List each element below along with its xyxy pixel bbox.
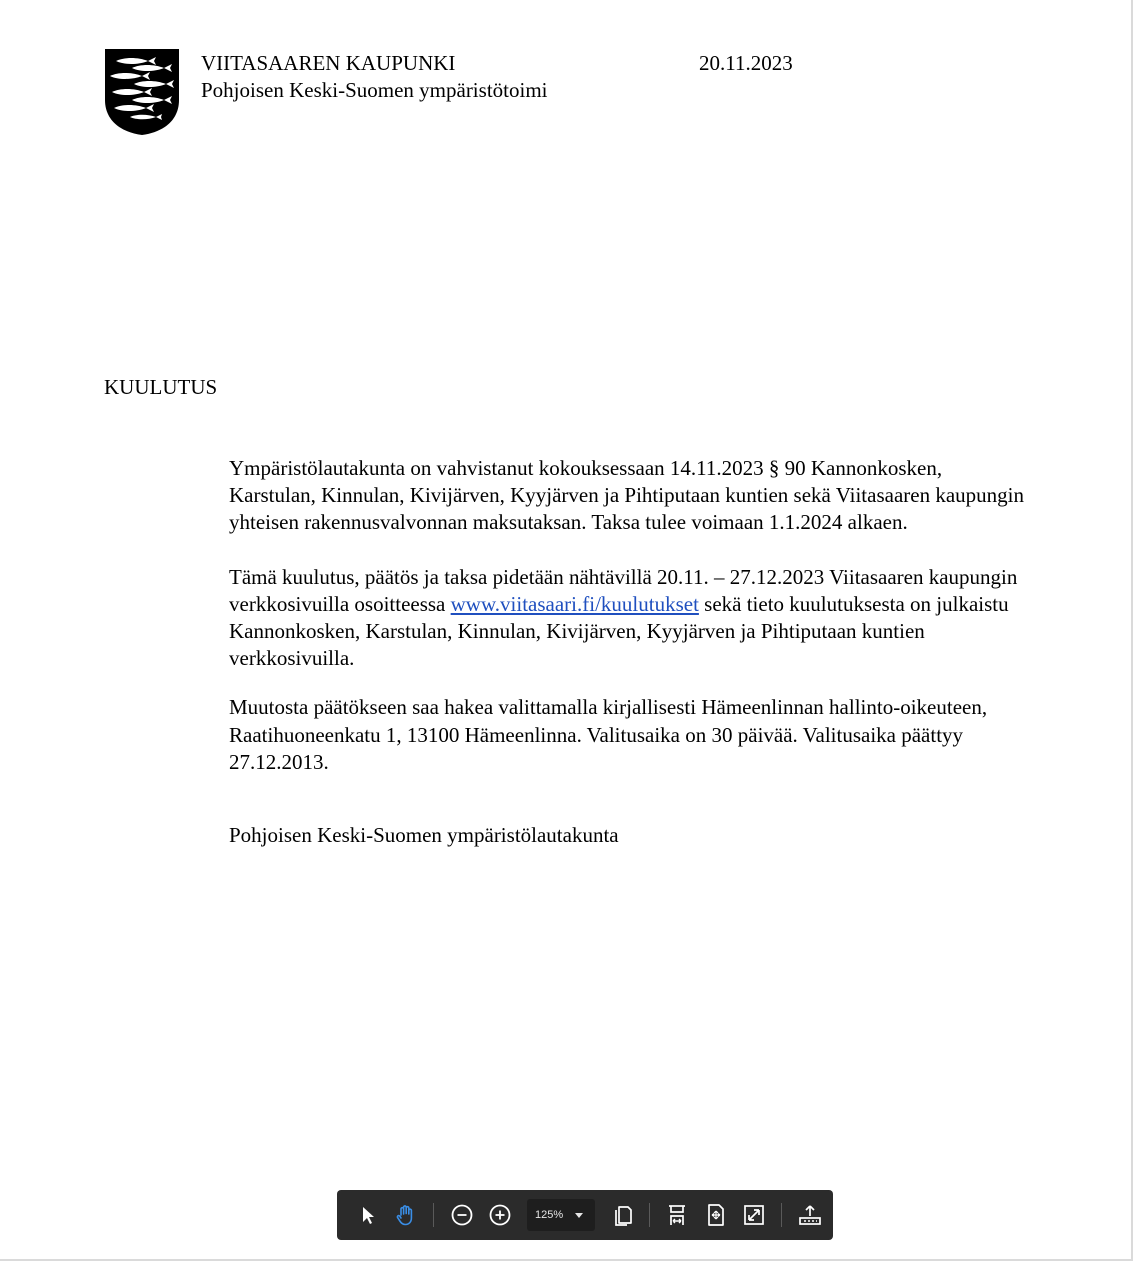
fit-page-icon <box>705 1203 727 1227</box>
toolbar-separator <box>433 1203 434 1227</box>
org-name: VIITASAAREN KAUPUNKI <box>201 51 456 75</box>
paragraph-decision: Ympäristölautakunta on vahvistanut kokouksessaan 14.11.2023 § 90 Kannonkosken, Karstulan, Kinnulan, Kivijärven, Kyyjärven ja Pihtiputaan kuntien sekä Viitasaaren kaupungin yhteisen rakennusvalvonnan maksutaksan. Taksa tulee voimaan 1.1.2024 alkaen. <box>229 456 1024 535</box>
page-view-button[interactable] <box>607 1200 636 1230</box>
chevron-down-icon <box>575 1213 583 1218</box>
fit-width-icon <box>665 1203 689 1227</box>
fit-page-button[interactable] <box>701 1200 730 1230</box>
zoom-out-icon <box>450 1203 474 1227</box>
paragraph-availability-text-2: sekä tieto kuulutuksesta on julkaistu Kannonkosken, Karstulan, Kinnulan, Kivijärven, Kyyjärven ja Pihtiputaan kuntien verkkosivuilla. <box>229 591 1009 671</box>
viewer-toolbar <box>337 1190 833 1240</box>
zoom-select[interactable] <box>527 1199 595 1231</box>
notice-body <box>229 455 1029 849</box>
zoom-value: 125% <box>535 1209 564 1221</box>
coat-of-arms-icon <box>104 48 180 136</box>
pan-tool-button[interactable] <box>391 1200 420 1230</box>
paragraph-availability-text-1: Tämä kuulutus, päätös ja taksa pidetään nähtävillä 20.11. – 27.12.2023 Viitasaaren kaupungin verkkosivuilla osoitteessa <box>229 564 1018 616</box>
toolbar-separator <box>781 1203 782 1227</box>
kuulutukset-link[interactable]: www.viitasaari.fi/kuulutukset <box>450 591 699 616</box>
paragraph-availability <box>229 564 1029 673</box>
header-organization <box>201 50 548 104</box>
download-button[interactable] <box>795 1200 824 1230</box>
page-copy-icon <box>611 1203 633 1227</box>
document-date: 20.11.2023 <box>699 51 793 75</box>
paragraph-appeal: Muutosta päätökseen saa hakea valittamalla kirjallisesti Hämeenlinnan hallinto-oikeuteen, Raatihuoneenkatu 1, 13100 Hämeenlinna. Valitusaika on 30 päivää. Valitusaika päättyy 27.12.2013. <box>229 695 988 774</box>
select-tool-button[interactable] <box>353 1200 382 1230</box>
hand-pan-icon <box>394 1203 418 1227</box>
zoom-out-button[interactable] <box>447 1200 476 1230</box>
select-arrow-icon <box>359 1205 377 1225</box>
notice-title: KUULUTUS <box>104 375 218 399</box>
department-name: Pohjoisen Keski-Suomen ympäristötoimi <box>201 78 548 102</box>
signature: Pohjoisen Keski-Suomen ympäristölautakunta <box>229 823 619 848</box>
zoom-in-button[interactable] <box>485 1200 514 1230</box>
zoom-in-icon <box>488 1203 512 1227</box>
fit-width-button[interactable] <box>663 1200 692 1230</box>
download-icon <box>797 1203 823 1227</box>
fullscreen-icon <box>742 1203 766 1227</box>
fullscreen-button[interactable] <box>739 1200 768 1230</box>
toolbar-separator <box>649 1203 650 1227</box>
